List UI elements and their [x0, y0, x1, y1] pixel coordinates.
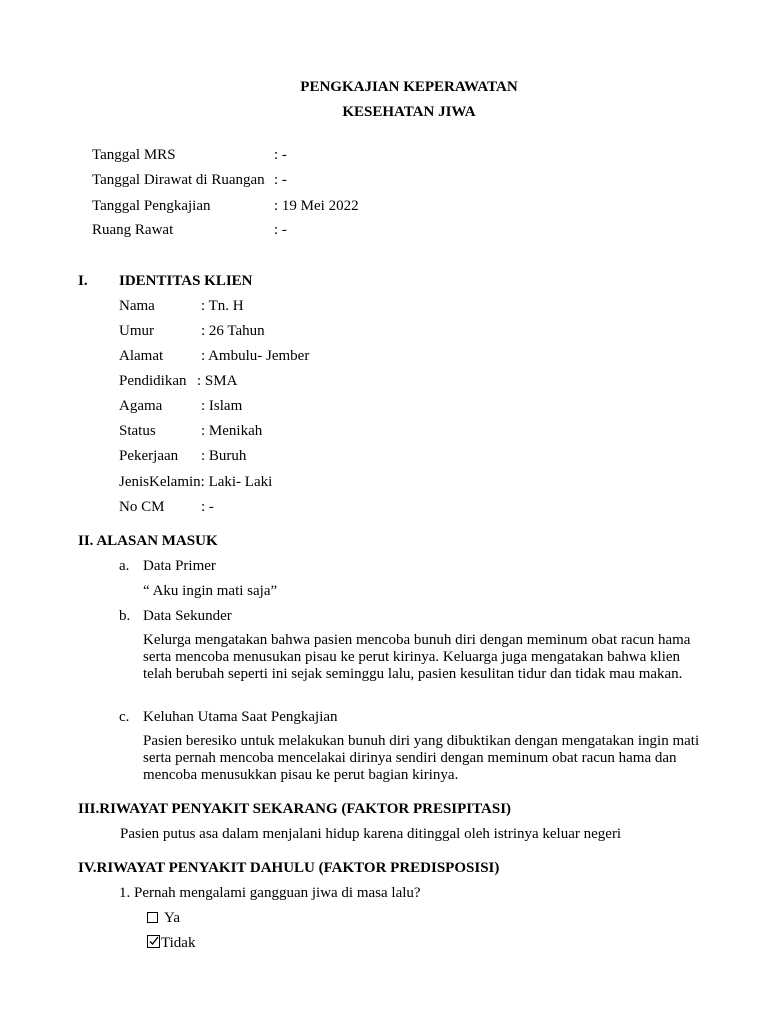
field-value: : Menikah [201, 423, 263, 439]
field-value: : - [201, 499, 214, 515]
item-text: Pasien beresiko untuk melakukan bunuh diri yang dibuktikan dengan mengatakan ingin mati serta pernah mencoba mencelakai dirinya sendiri dengan meminum obat racun hama dan mencoba menusukkan pisau ke perut bagian kirinya. [143, 733, 700, 783]
item-text: Kelurga mengatakan bahwa pasien mencoba bunuh diri dengan meminum obat racun hama serta mencoba menusukan pisau ke perut kirinya. Keluarga juga mengatakan bahwa klien telah berubah seperti ini sejak seminggu lalu, pasien kesulitan tidur dan tidak mau makan. [143, 632, 691, 682]
field-label: Ruang Rawat [92, 222, 174, 238]
field-label: No CM [119, 499, 165, 515]
field-label: Pekerjaan [119, 448, 179, 464]
field-label: Umur [119, 323, 154, 339]
field-value: : Buruh [201, 448, 247, 464]
option-label: Ya [164, 910, 180, 926]
field-label: Nama [119, 298, 155, 314]
checkbox-unchecked-icon[interactable] [147, 912, 158, 923]
field-value: : 19 Mei 2022 [274, 198, 359, 214]
section-heading: IV.RIWAYAT PENYAKIT DAHULU (FAKTOR PREDISPOSISI) [78, 860, 500, 876]
field-value: : SMA [197, 373, 238, 389]
field-value: : Ambulu- Jember [201, 348, 310, 364]
field-label: JenisKelamin [119, 474, 201, 490]
field-label: Pendidikan [119, 373, 187, 389]
item-text: “ Aku ingin mati saja” [143, 583, 278, 599]
document-subtitle: KESEHATAN JIWA [342, 104, 476, 120]
list-marker: b. [119, 608, 131, 624]
field-value: : - [274, 172, 287, 188]
option-tidak[interactable] [147, 934, 195, 952]
checkbox-checked-icon[interactable] [147, 935, 160, 948]
field-value: : Tn. H [201, 298, 244, 314]
field-label-value [119, 473, 272, 491]
field-label: Tanggal Pengkajian [92, 198, 211, 214]
section-heading: III.RIWAYAT PENYAKIT SEKARANG (FAKTOR PRESIPITASI) [78, 801, 512, 817]
option-label: Tidak [161, 935, 196, 951]
section-text: Pasien putus asa dalam menjalani hidup karena ditinggal oleh istrinya keluar negeri [120, 826, 622, 842]
field-label: Tanggal Dirawat di Ruangan [92, 172, 265, 188]
field-value: : Islam [201, 398, 243, 414]
section-heading: IDENTITAS KLIEN [119, 273, 253, 289]
field-label: Agama [119, 398, 163, 414]
question-text: 1. Pernah mengalami gangguan jiwa di masa lalu? [119, 885, 421, 901]
list-marker: a. [119, 558, 130, 574]
field-value: : - [274, 147, 287, 163]
item-label: Data Primer [143, 558, 216, 574]
section-heading: II. ALASAN MASUK [78, 533, 218, 549]
field-label: Status [119, 423, 156, 439]
field-value: : Laki- Laki [200, 474, 273, 490]
list-marker: c. [119, 709, 130, 725]
field-value: : 26 Tahun [201, 323, 265, 339]
field-label: Tanggal MRS [92, 147, 176, 163]
field-label: Alamat [119, 348, 164, 364]
item-label: Data Sekunder [143, 608, 232, 624]
document-title: PENGKAJIAN KEPERAWATAN [300, 79, 518, 95]
field-value: : - [274, 222, 287, 238]
option-ya[interactable] [147, 909, 180, 927]
section-number: I. [78, 273, 88, 289]
item-label: Keluhan Utama Saat Pengkajian [143, 709, 338, 725]
